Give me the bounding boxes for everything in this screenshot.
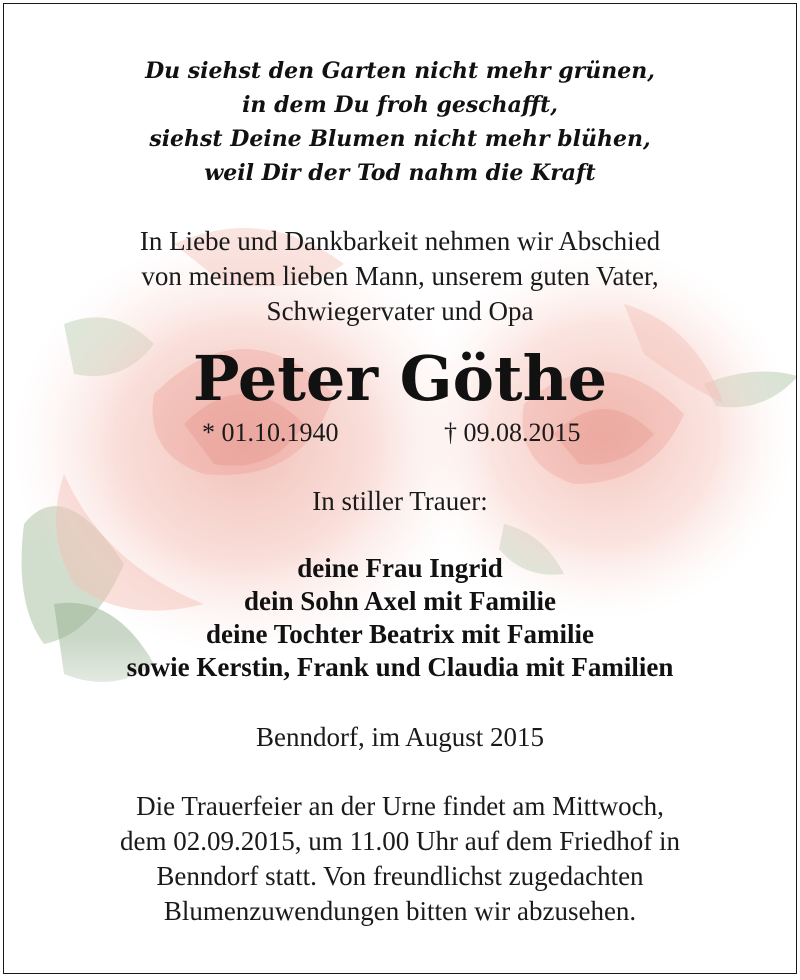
- poem-line: siehst Deine Blumen nicht mehr blühen,: [149, 126, 651, 152]
- notice-line: dem 02.09.2015, um 11.00 Uhr auf dem Friedhof in: [120, 826, 680, 856]
- death-date: † 09.08.2015: [444, 418, 581, 447]
- farewell-intro: [4, 224, 796, 329]
- intro-line: Schwiegervater und Opa: [266, 296, 534, 326]
- obituary-content: [4, 4, 796, 973]
- family-member: deine Frau Ingrid: [297, 553, 503, 583]
- deceased-name: Peter Göthe: [192, 342, 608, 415]
- poem-line: weil Dir der Tod nahm die Kraft: [204, 160, 596, 186]
- intro-line: von meinem lieben Mann, unserem guten Vater,: [141, 261, 659, 291]
- life-dates: [4, 417, 796, 449]
- obituary-card: [3, 3, 797, 974]
- notice-line: Benndorf statt. Von freundlichst zugedachten: [156, 861, 644, 891]
- family-member: deine Tochter Beatrix mit Familie: [206, 619, 594, 649]
- family-member: sowie Kerstin, Frank und Claudia mit Familien: [126, 652, 674, 682]
- intro-line: In Liebe und Dankbarkeit nehmen wir Abschied: [139, 226, 661, 256]
- place-date: Benndorf, im August 2015: [256, 722, 544, 752]
- funeral-notice: [4, 789, 796, 929]
- family-list: [4, 552, 796, 684]
- poem-line: Du siehst den Garten nicht mehr grünen,: [145, 58, 655, 84]
- birth-date: * 01.10.1940: [202, 418, 339, 447]
- poem-line: in dem Du froh geschafft,: [242, 92, 558, 118]
- notice-line: Blumenzuwendungen bitten wir abzusehen.: [163, 896, 637, 926]
- family-member: dein Sohn Axel mit Familie: [243, 586, 557, 616]
- mourning-heading: In stiller Trauer:: [312, 486, 488, 516]
- poem: [4, 54, 796, 190]
- notice-line: Die Trauerfeier an der Urne findet am Mittwoch,: [136, 791, 664, 821]
